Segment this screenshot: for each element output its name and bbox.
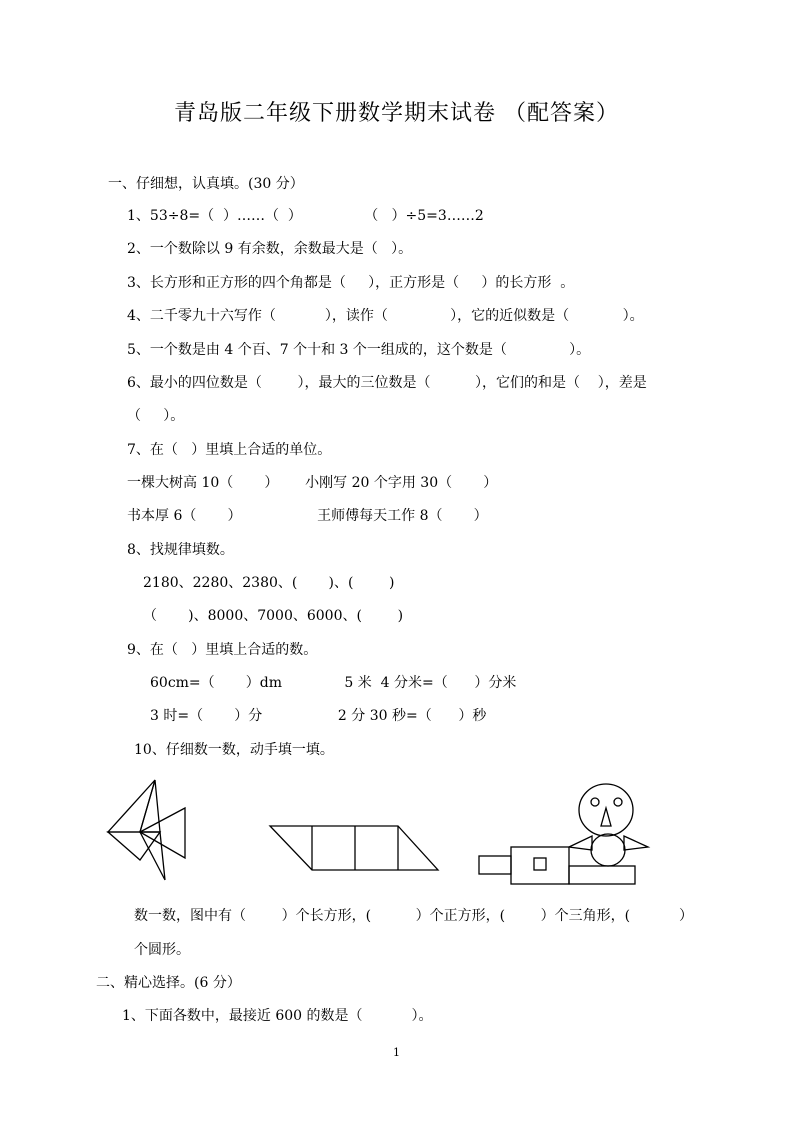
- question-10-fill-in: 数一数，图中有（ ）个长方形，( ）个正方形，( ）个三角形，( ）: [134, 908, 694, 924]
- question-4: 4、二千零九十六写作（ ），读作（ ），它的近似数是（ ）。: [127, 308, 644, 324]
- question-10-fill-in-continued: 个圆形。: [134, 942, 190, 958]
- question-8-sequence-1: 2180、2280、2380、( )、( ): [143, 575, 395, 591]
- question-6: 6、最小的四位数是（ ），最大的三位数是（ ），它们的和是（ ），差是: [127, 375, 647, 391]
- question-7-row-2: 书本厚 6（ ） 王师傅每天工作 8（ ）: [127, 508, 488, 524]
- pinwheel-figure: [108, 780, 185, 880]
- question-1: 1、53÷8=（ ）……（ ） （ ）÷5=3……2: [127, 208, 484, 224]
- parallelogram-figure: [270, 826, 438, 870]
- question-7-row-1: 一棵大树高 10（ ） 小刚写 20 个字用 30（ ）: [127, 475, 498, 491]
- question-9: 9、在（ ）里填上合适的数。: [127, 642, 318, 658]
- question-8-sequence-2: （ )、8000、7000、6000、( ): [143, 608, 404, 624]
- robot-figure: [479, 784, 648, 884]
- section-2-heading: 二、精心选择。(6 分）: [96, 975, 241, 991]
- page-title: 青岛版二年级下册数学期末试卷 （配答案）: [174, 101, 619, 126]
- question-6-continued: （ ）。: [127, 408, 185, 424]
- question-3: 3、长方形和正方形的四个角都是（ ），正方形是（ ）的长方形 。: [127, 275, 575, 291]
- question-5: 5、一个数是由 4 个百、7 个十和 3 个一组成的，这个数是（ ）。: [127, 342, 591, 358]
- section-1-heading: 一、仔细想，认真填。(30 分）: [108, 176, 304, 192]
- question-7: 7、在（ ）里填上合适的单位。: [127, 442, 332, 458]
- shape-figures: [0, 770, 793, 900]
- section-2-question-1: 1、下面各数中，最接近 600 的数是（ ）。: [122, 1008, 433, 1024]
- page-number: 1: [393, 1046, 400, 1059]
- question-2: 2、一个数除以 9 有余数，余数最大是（ ）。: [127, 241, 413, 257]
- question-10: 10、仔细数一数，动手填一填。: [134, 742, 334, 758]
- question-9-row-2: 3 时=（ ）分 2 分 30 秒=（ ）秒: [150, 708, 487, 724]
- question-8: 8、找规律填数。: [127, 542, 234, 558]
- question-9-row-1: 60cm=（ ）dm 5 米 4 分米=（ ）分米: [150, 675, 517, 691]
